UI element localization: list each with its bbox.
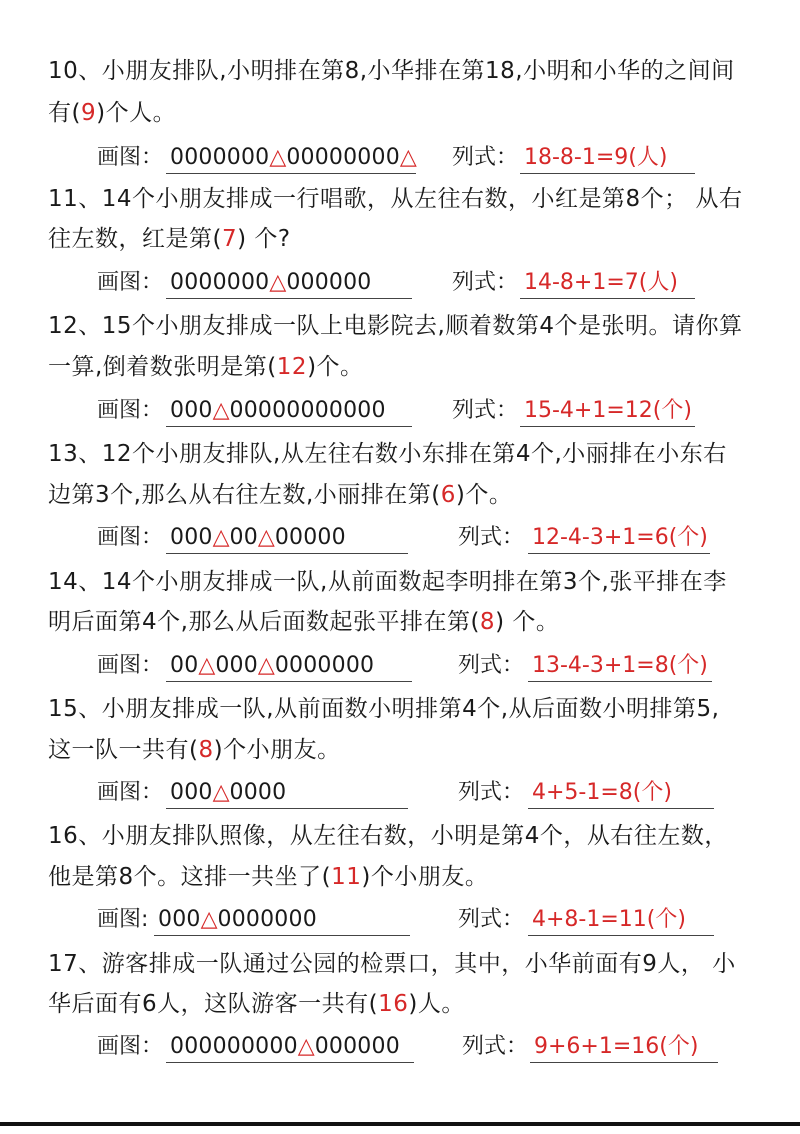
drawing-label: 画图：	[97, 525, 164, 550]
drawing-answer: 000△0000000	[154, 905, 410, 936]
triangle-icon: △	[212, 398, 230, 423]
drawing-answer: 0000000△000000	[166, 268, 412, 299]
drawing-answer: 000△00△00000	[166, 523, 408, 554]
question-line-2: 边第3个,那么从右往左数,小丽排在第(6)个。	[48, 482, 513, 508]
drawing-answer: 000△00000000000	[166, 396, 412, 427]
drawing-answer: 000△0000	[166, 778, 408, 809]
drawing-answer: 000000000△000000	[166, 1032, 414, 1063]
question-line-1: 14、14个小朋友排成一队,从前面数起李明排在第3个,张平排在李	[48, 569, 727, 595]
question-line-1: 16、小朋友排队照像，从左往右数，小明是第4个，从右往左数，	[48, 823, 728, 849]
answer: 7	[221, 226, 238, 252]
answer: 9	[80, 100, 97, 126]
question-line-1: 17、游客排成一队通过公园的检票口，其中，小华前面有9人， 小	[48, 951, 736, 977]
formula-answer: 9+6+1=16(个)	[530, 1032, 718, 1063]
formula-label: 列式：	[462, 1034, 529, 1059]
triangle-icon: △	[269, 270, 287, 295]
formula-answer: 18-8-1=9(人)	[520, 143, 695, 174]
question-line-1: 13、12个小朋友排队,从左往右数小东排在第4个,小丽排在小东右	[48, 441, 727, 467]
triangle-icon: △	[198, 653, 216, 678]
triangle-icon: △	[257, 525, 275, 550]
drawing-answer: 0000000△00000000△	[166, 143, 416, 174]
drawing-label: 画图：	[97, 653, 164, 678]
answer: 11	[331, 864, 362, 890]
formula-answer: 12-4-3+1=6(个)	[528, 523, 710, 554]
triangle-icon: △	[297, 1034, 315, 1059]
triangle-icon: △	[269, 145, 287, 170]
drawing-label: 画图：	[97, 398, 164, 423]
formula-answer: 14-8+1=7(人)	[520, 268, 695, 299]
formula-label: 列式：	[452, 270, 519, 295]
formula-label: 列式：	[458, 907, 525, 932]
answer: 12	[276, 354, 308, 380]
triangle-icon: △	[212, 780, 230, 805]
drawing-label: 画图：	[97, 270, 164, 295]
answer: 8	[479, 609, 496, 635]
formula-answer: 15-4+1=12(个)	[520, 396, 695, 427]
triangle-icon: △	[399, 145, 417, 170]
formula-label: 列式：	[452, 398, 519, 423]
formula-answer: 4+8-1=11(个)	[528, 905, 714, 936]
drawing-label: 画图：	[97, 145, 164, 170]
question-line-1: 12、15个小朋友排成一队上电影院去,顺着数第4个是张明。请你算	[48, 313, 743, 339]
formula-label: 列式：	[452, 145, 519, 170]
drawing-label: 画图：	[97, 780, 164, 805]
answer: 6	[440, 482, 456, 508]
question-line-2: 华后面有6人，这队游客一共有(16)人。	[48, 991, 465, 1017]
formula-answer: 4+5-1=8(个)	[528, 778, 714, 809]
question-line-2: 一算,倒着数张明是第(12)个。	[48, 354, 364, 380]
question-line-1: 10、小朋友排队,小明排在第8,小华排在第18,小明和小华的之间间	[48, 58, 735, 84]
triangle-icon: △	[257, 653, 275, 678]
formula-label: 列式：	[458, 653, 525, 678]
bottom-rule	[0, 1122, 800, 1126]
formula-label: 列式：	[458, 780, 525, 805]
answer: 8	[198, 737, 214, 763]
question-line-2: 他是第8个。这排一共坐了(11)个小朋友。	[48, 864, 489, 890]
question-line-2: 往左数，红是第(7) 个?	[48, 226, 291, 252]
drawing-answer: 00△000△0000000	[166, 651, 412, 682]
question-line-2: 这一队一共有(8)个小朋友。	[48, 737, 341, 763]
question-line-2: 有(9)个人。	[48, 100, 177, 126]
triangle-icon: △	[212, 525, 230, 550]
question-line-1: 15、小朋友排成一队,从前面数小明排第4个,从后面数小明排第5,	[48, 696, 720, 722]
answer: 16	[378, 991, 409, 1017]
question-line-1: 11、14个小朋友排成一行唱歌，从左往右数，小红是第8个； 从右	[48, 186, 743, 212]
triangle-icon: △	[200, 907, 218, 932]
drawing-label: 画图:	[97, 907, 149, 932]
question-line-2: 明后面第4个,那么从后面数起张平排在第(8) 个。	[48, 609, 560, 635]
drawing-label: 画图：	[97, 1034, 164, 1059]
formula-label: 列式：	[458, 525, 525, 550]
formula-answer: 13-4-3+1=8(个)	[528, 651, 712, 682]
